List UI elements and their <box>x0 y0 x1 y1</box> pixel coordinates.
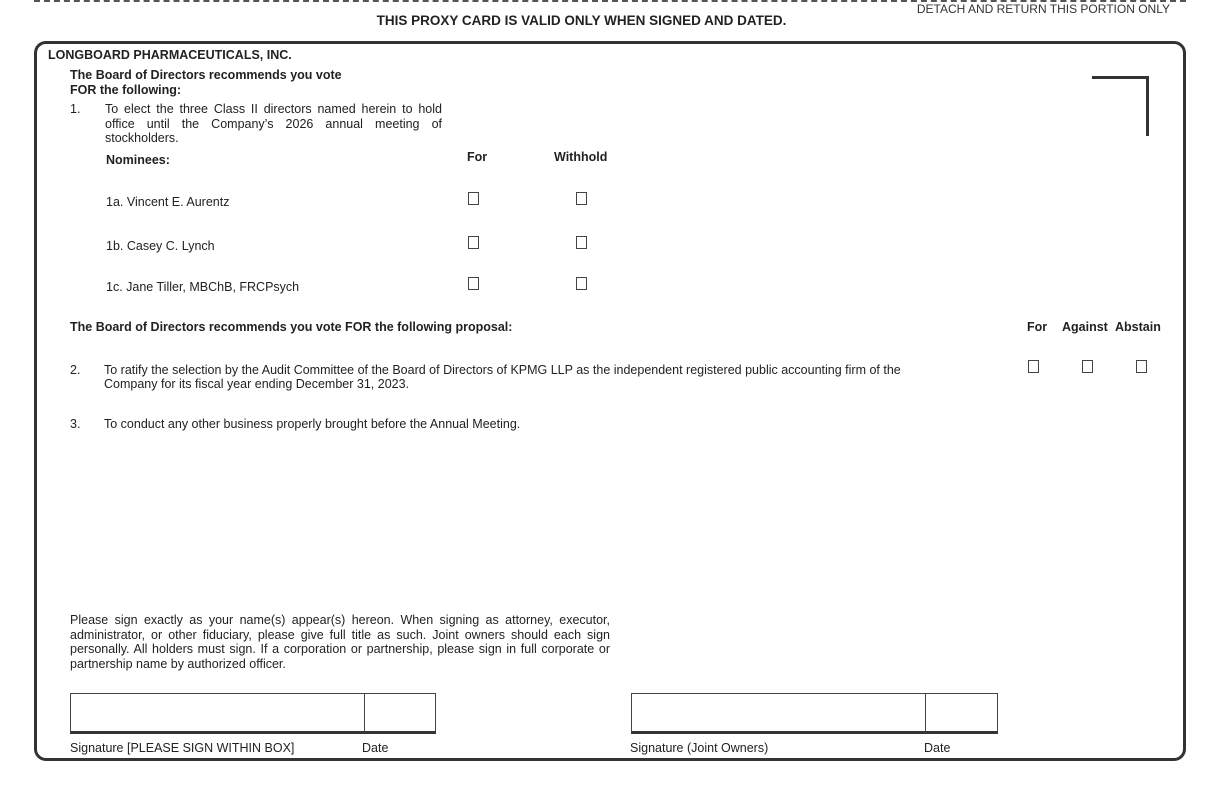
signature-date-box[interactable] <box>364 693 436 734</box>
signature-box[interactable] <box>70 693 365 734</box>
proposal-2-against-checkbox[interactable] <box>1082 360 1093 373</box>
valid-notice: THIS PROXY CARD IS VALID ONLY WHEN SIGNED AND DATED. <box>376 13 787 28</box>
proposal-1-number: 1. <box>70 102 81 116</box>
nominee-1c-for-checkbox[interactable] <box>468 277 479 290</box>
board-recommendation-1: The Board of Directors recommends you vote FOR the following: <box>70 68 342 97</box>
column-abstain: Abstain <box>1115 320 1161 334</box>
signing-instructions: Please sign exactly as your name(s) appear(s) hereon. When signing as attorney, executor, administrator, or other fiduciary, please give full title as such. Joint owners should each sign personally. All holders must sign. If a corporation or partnership, please sign in full corporate or partnership name by authorized officer. <box>70 613 610 671</box>
nominee-1c: 1c. Jane Tiller, MBChB, FRCPsych <box>106 280 300 294</box>
board-recommendation-2: The Board of Directors recommends you vote FOR the following proposal: <box>70 320 513 334</box>
column-withhold: Withhold <box>554 150 608 164</box>
proposal-1-text: To elect the three Class II directors named herein to hold office until the Company’s 2026 annual meeting of stockholders. <box>105 102 442 145</box>
joint-signature-label: Signature (Joint Owners) <box>630 741 769 755</box>
nominee-1c-withhold-checkbox[interactable] <box>576 277 587 290</box>
date-label-2: Date <box>924 741 951 755</box>
proposal-2-number: 2. <box>70 363 81 377</box>
detach-instruction: DETACH AND RETURN THIS PORTION ONLY <box>916 2 1170 16</box>
nominee-1a-for-checkbox[interactable] <box>468 192 479 205</box>
column-against: Against <box>1062 320 1108 334</box>
column-for: For <box>467 150 488 164</box>
joint-signature-date-box[interactable] <box>925 693 998 734</box>
nominee-1b: 1b. Casey C. Lynch <box>106 239 215 253</box>
nominees-label: Nominees: <box>106 153 170 167</box>
company-name: LONGBOARD PHARMACEUTICALS, INC. <box>48 48 292 62</box>
date-label-1: Date <box>362 741 389 755</box>
corner-registration-mark <box>1092 76 1149 136</box>
nominee-1a-withhold-checkbox[interactable] <box>576 192 587 205</box>
proposal-3-text: To conduct any other business properly brought before the Annual Meeting. <box>104 417 521 431</box>
nominee-1a: 1a. Vincent E. Aurentz <box>106 195 230 209</box>
proposal-3-number: 3. <box>70 417 81 431</box>
joint-signature-box[interactable] <box>631 693 926 734</box>
proposal-2-abstain-checkbox[interactable] <box>1136 360 1147 373</box>
column-for-proposal-2: For <box>1027 320 1048 334</box>
proposal-2-text: To ratify the selection by the Audit Committee of the Board of Directors of KPMG LLP as the independent registered public accounting firm of the Company for its fiscal year ending December 31, 2023. <box>104 363 901 391</box>
signature-label: Signature [PLEASE SIGN WITHIN BOX] <box>70 741 295 755</box>
proposal-2-for-checkbox[interactable] <box>1028 360 1039 373</box>
nominee-1b-withhold-checkbox[interactable] <box>576 236 587 249</box>
nominee-1b-for-checkbox[interactable] <box>468 236 479 249</box>
